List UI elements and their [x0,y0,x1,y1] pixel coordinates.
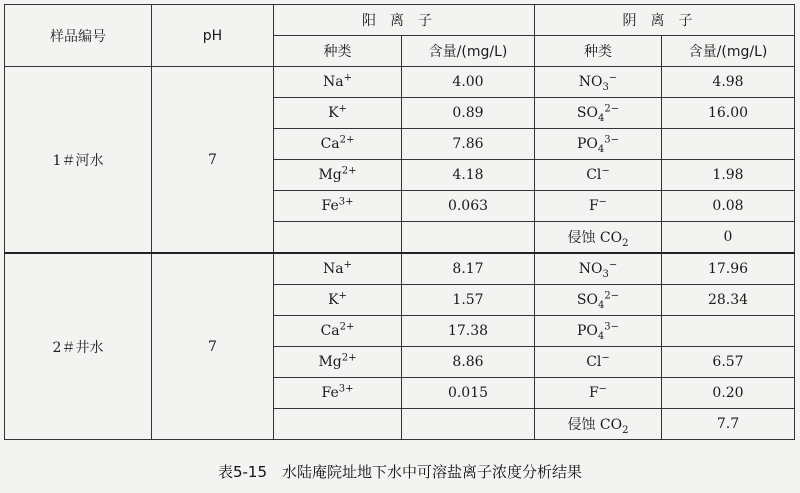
cation-content-cell: 17.38 [402,316,535,347]
ion-base: K [328,292,339,308]
ion-subscript: 4 [597,112,605,124]
cation-type-cell [274,191,402,222]
sample-name-cell: 2＃井水 [5,253,152,440]
ion-base: NO [578,261,603,277]
cation-content-cell: 0.063 [402,191,535,222]
cation-content-cell: 4.00 [402,67,535,98]
ph-header: pH [152,5,274,67]
cation-content-cell [402,222,535,254]
cation-content-cell: 0.015 [402,378,535,409]
ion-charge: + [343,259,352,271]
cation-type-cell [274,129,402,160]
table-row [5,67,795,98]
ion-base: Cl [586,354,602,370]
ion-base: Ca [320,323,340,339]
ion-subscript: 3 [602,268,609,280]
ion-subscript: 4 [597,143,605,155]
ph-value-cell: 7 [152,67,274,254]
cation-content-cell: 0.89 [402,98,535,129]
ion-base: Na [323,74,344,90]
anion-content-header: 含量/(mg/L) [662,36,795,67]
cation-type-cell [274,378,402,409]
anion-type-cell [535,409,662,440]
ion-charge: 2+ [339,134,355,146]
cation-type-cell [274,222,402,254]
sample-id-header: 样品编号 [5,5,152,67]
cation-type-cell [274,98,402,129]
anion-content-cell: 17.96 [662,253,795,285]
anion-content-cell: 28.34 [662,285,795,316]
cation-type-cell [274,409,402,440]
cation-type-cell [274,285,402,316]
ion-charge: − [608,72,618,84]
anion-content-cell: 16.00 [662,98,795,129]
ion-charge: − [601,352,610,364]
anion-group-header: 阴离子 [535,5,795,36]
anion-type-cell [535,67,662,98]
sample-name-cell: 1＃河水 [5,67,152,254]
cation-type-cell [274,316,402,347]
ion-base: NO [578,74,603,90]
cation-type-cell [274,347,402,378]
ion-charge: 2− [604,103,620,115]
header-row-1 [5,5,795,36]
ion-charge: − [608,259,618,271]
cation-type-header: 种类 [274,36,402,67]
anion-content-cell: 6.57 [662,347,795,378]
anion-type-cell [535,253,662,285]
ion-subscript: 4 [597,299,605,311]
cation-content-cell: 1.57 [402,285,535,316]
anion-content-cell: 0 [662,222,795,254]
ion-charge: 2+ [341,165,357,177]
ion-base: Mg [318,167,342,183]
ion-charge: 3+ [338,383,354,395]
ion-charge: 3+ [338,196,354,208]
ion-base: SO [576,292,598,308]
ion-base: PO [576,136,598,152]
anion-content-cell: 0.08 [662,191,795,222]
ion-charge: + [338,290,347,302]
table-caption: 表5-15 水陆庵院址地下水中可溶盐离子浓度分析结果 [217,463,583,481]
ion-charge: 3− [604,134,620,146]
ion-base: 侵蚀 CO [567,417,623,433]
ion-subscript: 2 [622,237,629,249]
anion-type-cell [535,129,662,160]
ion-base: Mg [318,354,342,370]
ion-concentration-table [4,4,795,440]
ph-value-cell: 7 [152,253,274,440]
anion-type-cell [535,222,662,254]
ion-base: PO [576,323,598,339]
ion-base: Na [323,261,344,277]
cation-content-cell [402,409,535,440]
ion-base: SO [576,105,598,121]
anion-content-cell: 0.20 [662,378,795,409]
ion-charge: − [598,196,608,208]
ion-subscript: 4 [597,330,605,342]
ion-subscript: 2 [622,424,629,436]
ion-charge: 3− [604,321,620,333]
anion-content-cell: 1.98 [662,160,795,191]
anion-type-cell [535,98,662,129]
cation-content-cell: 8.17 [402,253,535,285]
table-body [5,67,795,440]
cation-content-header: 含量/(mg/L) [402,36,535,67]
ion-base: K [328,105,339,121]
cation-type-cell [274,160,402,191]
ion-charge: − [601,165,610,177]
anion-type-cell [535,316,662,347]
ion-base: Cl [586,167,602,183]
ion-base: Fe [321,385,339,401]
ion-charge: + [338,103,347,115]
anion-type-header: 种类 [535,36,662,67]
cation-group-header: 阳离子 [274,5,535,36]
anion-type-cell [535,285,662,316]
anion-type-cell [535,160,662,191]
ion-base: Ca [320,136,340,152]
anion-content-cell [662,129,795,160]
cation-content-cell: 4.18 [402,160,535,191]
cation-content-cell: 8.86 [402,347,535,378]
anion-type-cell [535,347,662,378]
ion-charge: − [598,383,608,395]
ion-base: F [588,198,599,214]
table-row [5,253,795,285]
anion-content-cell [662,316,795,347]
cation-type-cell [274,253,402,285]
cation-type-cell [274,67,402,98]
ion-charge: 2+ [341,352,357,364]
anion-type-cell [535,378,662,409]
ion-base: 侵蚀 CO [567,230,623,246]
cation-content-cell: 7.86 [402,129,535,160]
anion-type-cell [535,191,662,222]
ion-subscript: 3 [602,81,609,93]
ion-charge: 2+ [339,321,355,333]
ion-base: Fe [321,198,339,214]
ion-charge: + [343,72,352,84]
ion-base: F [588,385,599,401]
anion-content-cell: 7.7 [662,409,795,440]
anion-content-cell: 4.98 [662,67,795,98]
ion-charge: 2− [604,290,620,302]
